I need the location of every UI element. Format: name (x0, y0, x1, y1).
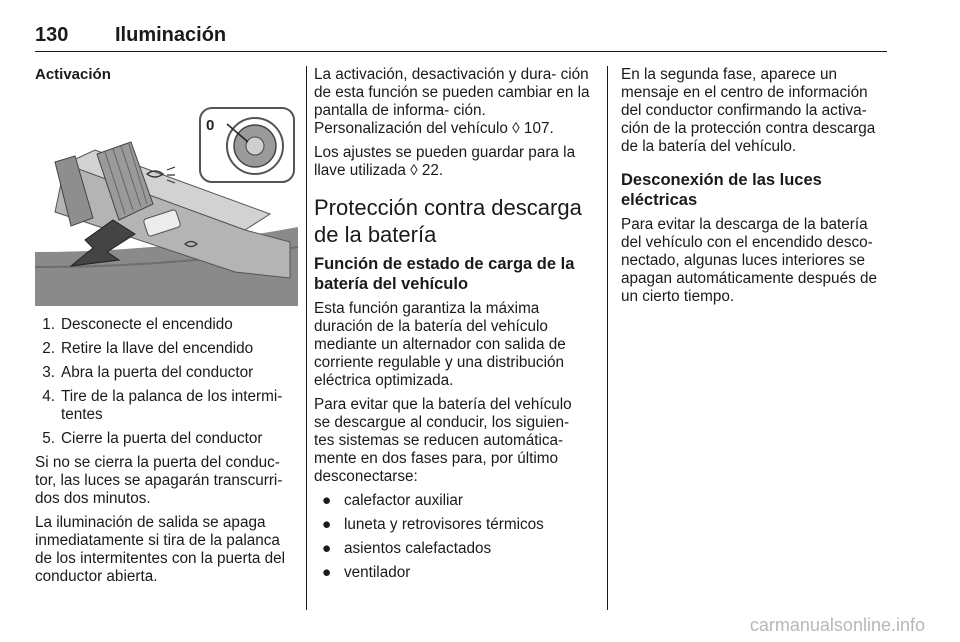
paragraph: Para evitar que la batería del vehículo se descargue al conducir, los siguien- tes sistemas se reducen automática- mente en dos fases para, por último desconectarse: (314, 396, 572, 485)
list-item: ● calefactor auxiliar (322, 492, 464, 509)
column-right (621, 66, 889, 312)
paragraph: Para evitar la descarga de la batería del vehículo con el encendido desco- nectado, algunas luces interiores se apagan automáticamente después de un cierto tiempo. (621, 216, 877, 305)
paragraph: Los ajustes se pueden guardar para la llave utilizada ◊ 22. (314, 144, 576, 179)
chapter-title: Iluminación (115, 24, 227, 46)
list-item: 3. Abra la puerta del conductor (42, 364, 254, 381)
paragraph: La activación, desactivación y dura- ción de esta función se pueden cambiar en la pantalla de informa- ción. Personalización del vehículo ◊ 107. (314, 66, 590, 137)
list-item: 2. Retire la llave del encendido (42, 340, 254, 357)
paragraph: En la segunda fase, aparece un mensaje en el centro de información del conductor confirmando la activa- ción de la protección contra descarga de la batería del vehículo. (621, 66, 876, 155)
page-number: 130 (35, 24, 69, 46)
column-divider-2 (607, 66, 608, 610)
lever-illustration-svg (35, 102, 298, 306)
section-heading-proteccion: Protección contra descarga de la batería (314, 195, 582, 247)
section-heading-activacion: Activación (35, 66, 111, 83)
list-item: ● ventilador (322, 564, 411, 581)
page-header (35, 24, 887, 52)
column-divider-1 (306, 66, 307, 610)
section-heading-desconexion: Desconexión de las luces eléctricas (621, 171, 822, 209)
lever-illustration (35, 102, 298, 306)
bullet-list (314, 492, 592, 582)
paragraph: Esta función garantiza la máxima duración de la batería del vehículo mediante un alternador con salida de corriente regulable y una distribución eléctrica optimizada. (314, 300, 566, 389)
column-left (35, 66, 298, 592)
subsection-heading: Función de estado de carga de la batería del vehículo (314, 255, 575, 293)
watermark: carmanualsonline.info (749, 615, 925, 635)
steps-list (35, 316, 298, 448)
list-item: 5. Cierre la puerta del conductor (42, 430, 263, 447)
list-item: ● luneta y retrovisores térmicos (322, 516, 544, 533)
paragraph: Si no se cierra la puerta del conduc- tor, las luces se apagarán transcurri- dos dos minutos. (35, 454, 283, 507)
dial-position-label: 0 (206, 117, 215, 134)
column-middle (314, 66, 592, 588)
list-item: ● asientos calefactados (322, 540, 492, 557)
list-item: 4. Tire de la palanca de los intermi- tentes (42, 388, 283, 423)
paragraph: La iluminación de salida se apaga inmediatamente si tira de la palanca de los intermitentes con la puerta del conductor abierta. (35, 514, 285, 585)
list-item: 1. Desconecte el encendido (42, 316, 233, 333)
